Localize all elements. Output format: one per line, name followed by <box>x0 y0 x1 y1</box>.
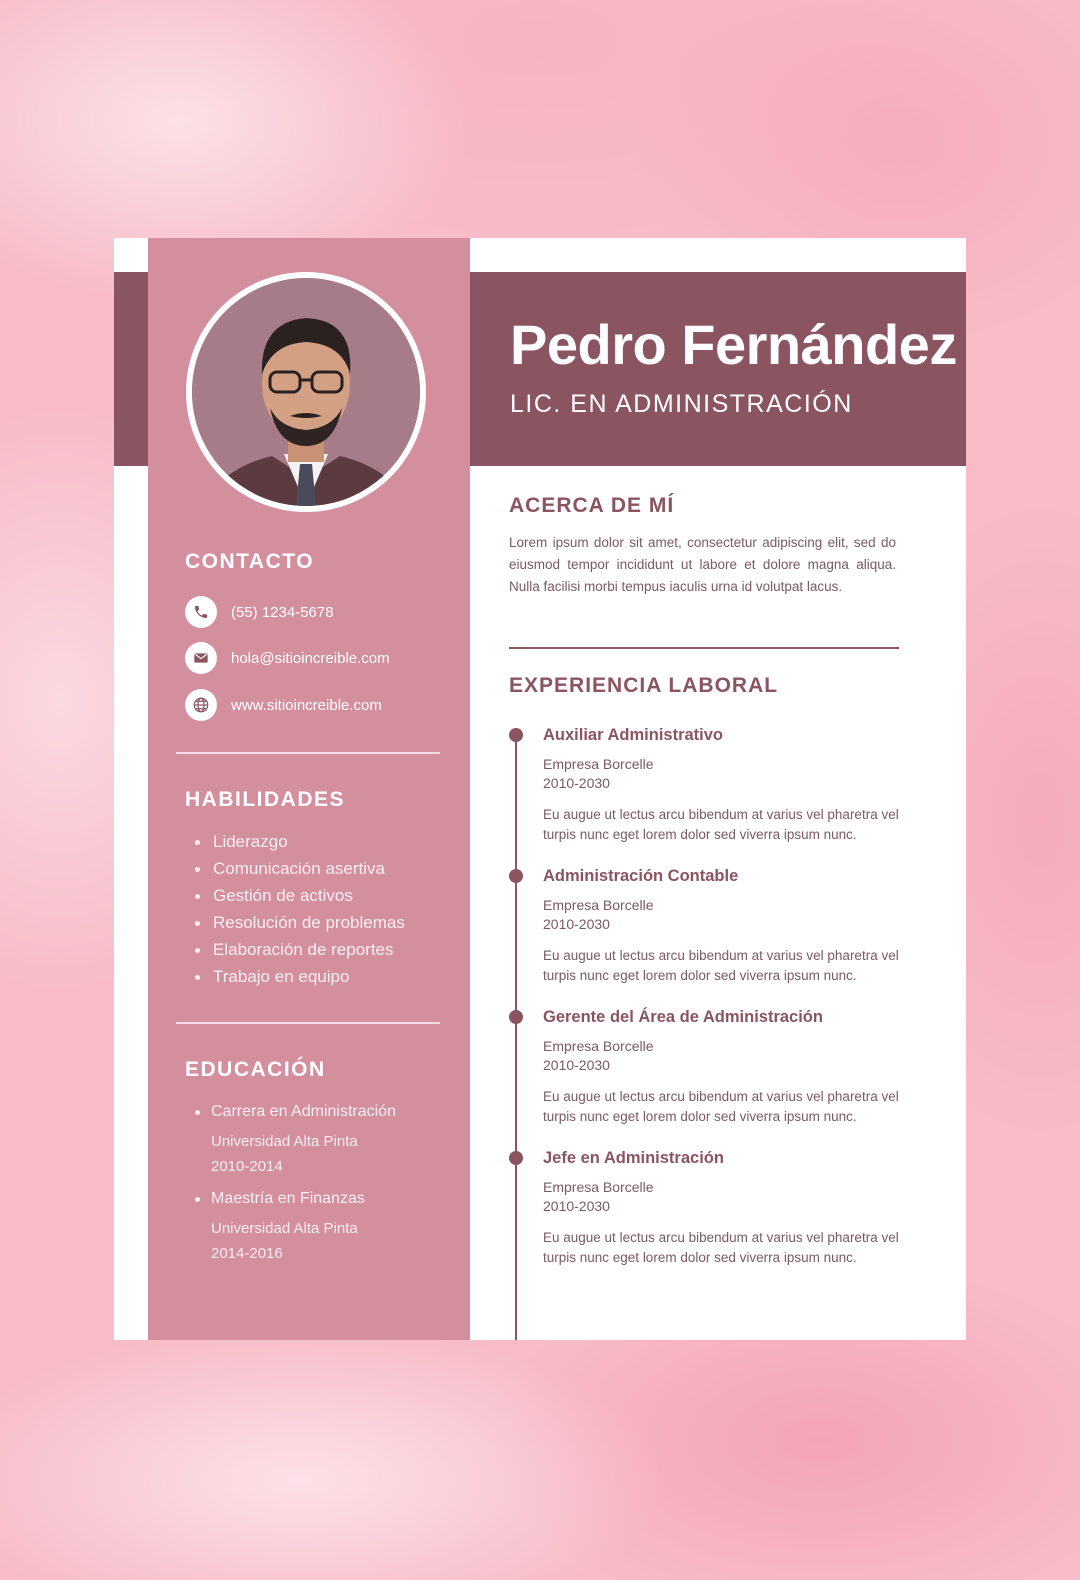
sidebar-divider <box>176 1022 440 1024</box>
job-years: 2010-2030 <box>543 775 610 791</box>
job-title: Jefe en Administración <box>543 1149 724 1167</box>
job-description: Eu augue ut lectus arcu bibendum at varius vel pharetra vel turpis nunc eget lorem dolor sed viverra ipsum nunc. <box>543 948 899 983</box>
education-school: Universidad Alta Pinta <box>211 1220 358 1237</box>
timeline-dot <box>509 728 523 742</box>
job-title: Auxiliar Administrativo <box>543 726 724 744</box>
envelope-icon <box>185 642 217 674</box>
education-title: Carrera en Administración <box>185 1099 445 1125</box>
header-band-left <box>114 272 148 466</box>
job-company: Empresa Borcelle <box>543 756 654 772</box>
job-years: 2010-2030 <box>543 1198 610 1214</box>
profile-photo <box>192 278 420 506</box>
main-divider <box>509 647 899 649</box>
job-company: Empresa Borcelle <box>543 1038 654 1054</box>
person-portrait-icon <box>192 278 420 506</box>
skills-heading: HABILIDADES <box>185 788 346 811</box>
header <box>470 272 966 466</box>
job-company: Empresa Borcelle <box>543 1179 654 1195</box>
skill-item: Comunicación asertiva <box>185 855 405 882</box>
phone-icon <box>185 596 217 628</box>
contact-email[interactable] <box>185 642 390 674</box>
skill-item: Elaboración de reportes <box>185 936 405 963</box>
timeline-dot <box>509 869 523 883</box>
contact-website-text: www.sitioincreible.com <box>231 696 382 714</box>
job-description: Eu augue ut lectus arcu bibendum at varius vel pharetra vel turpis nunc eget lorem dolor sed viverra ipsum nunc. <box>543 1089 899 1124</box>
sidebar <box>148 238 470 1340</box>
education-years: 2014-2016 <box>211 1245 283 1262</box>
skill-item: Gestión de activos <box>185 882 405 909</box>
timeline-dot <box>509 1010 523 1024</box>
job-company: Empresa Borcelle <box>543 897 654 913</box>
timeline-line <box>515 736 517 1340</box>
skill-item: Trabajo en equipo <box>185 963 405 990</box>
education-school: Universidad Alta Pinta <box>211 1133 358 1150</box>
contact-website[interactable] <box>185 689 382 721</box>
job-years: 2010-2030 <box>543 1057 610 1073</box>
job-title: Gerente del Área de Administración <box>543 1008 823 1026</box>
skill-item: Resolución de problemas <box>185 909 405 936</box>
about-heading: ACERCA DE MÍ <box>509 494 675 517</box>
contact-phone[interactable] <box>185 596 334 628</box>
timeline-dot <box>509 1151 523 1165</box>
person-name: Pedro Fernández <box>510 313 957 376</box>
globe-icon <box>185 689 217 721</box>
experience-heading: EXPERIENCIA LABORAL <box>509 674 779 697</box>
profile-photo-frame <box>186 272 426 512</box>
job-title: Administración Contable <box>543 867 739 885</box>
education-item <box>185 1099 445 1179</box>
job-description: Eu augue ut lectus arcu bibendum at varius vel pharetra vel turpis nunc eget lorem dolor sed viverra ipsum nunc. <box>543 807 899 842</box>
sidebar-divider <box>176 752 440 754</box>
skill-item: Liderazgo <box>185 828 405 855</box>
job-description: Eu augue ut lectus arcu bibendum at varius vel pharetra vel turpis nunc eget lorem dolor sed viverra ipsum nunc. <box>543 1230 899 1265</box>
contact-heading: CONTACTO <box>185 550 315 573</box>
person-role: LIC. EN ADMINISTRACIÓN <box>510 390 853 418</box>
education-item <box>185 1186 445 1266</box>
about-text: Lorem ipsum dolor sit amet, consectetur adipiscing elit, sed do eiusmod tempor incididunt ut labore et dolore magna aliqua. Nulla facilisi morbi tempus iaculis urna id volutpat lacus. <box>509 535 896 594</box>
education-title: Maestría en Finanzas <box>185 1186 445 1212</box>
contact-phone-text: (55) 1234-5678 <box>231 603 334 621</box>
job-years: 2010-2030 <box>543 916 610 932</box>
contact-email-text: hola@sitioincreible.com <box>231 649 390 667</box>
education-years: 2010-2014 <box>211 1158 283 1175</box>
skills-list <box>185 828 405 990</box>
education-heading: EDUCACIÓN <box>185 1058 326 1081</box>
